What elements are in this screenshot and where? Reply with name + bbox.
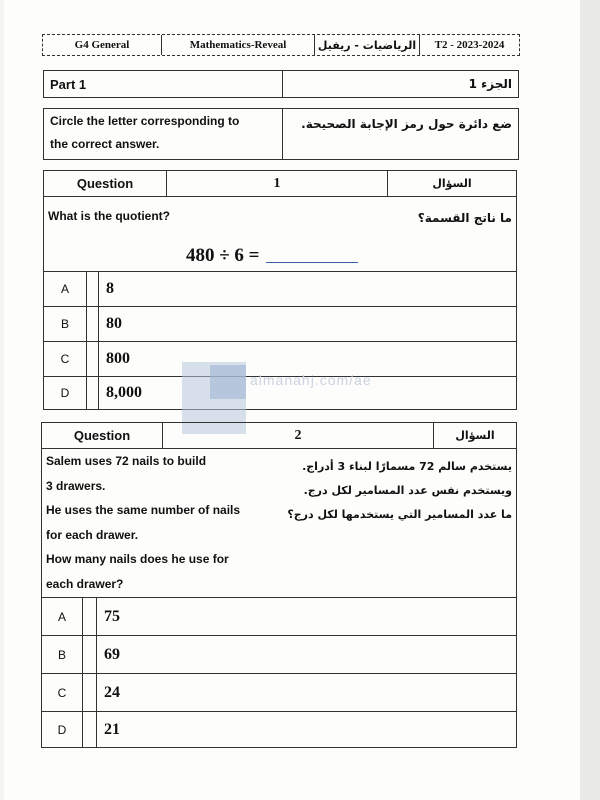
option-letter[interactable]: C [57, 685, 67, 700]
instruction-ar: ضع دائرة حول رمز الإجابة الصحيحة. [301, 117, 512, 131]
instruction-en-line2: the correct answer. [50, 137, 160, 151]
option-row[interactable] [44, 342, 516, 376]
page-edge [580, 0, 600, 800]
watermark-logo-accent [210, 365, 246, 399]
option-value: 21 [104, 720, 120, 738]
watermark-text: almanahj.com/ae [250, 372, 372, 388]
option-row[interactable] [44, 307, 516, 341]
grade-label: G4 General [74, 39, 130, 51]
option-letter[interactable]: B [60, 317, 69, 331]
part-row [43, 70, 519, 98]
question-1-prompt-en: What is the quotient? [48, 209, 170, 223]
question-2-number: 2 [294, 427, 302, 443]
instruction-en-line1: Circle the letter corresponding to [50, 114, 240, 128]
question-2-prompt-ar-line: يستخدم سالم 72 مسمارًا لبناء 3 أدراج. [302, 460, 512, 473]
question-2-prompt-ar-line: ويستخدم نفس عدد المسامير لكل درج. [303, 484, 512, 497]
option-letter[interactable]: A [57, 609, 66, 624]
option-letter[interactable]: C [60, 352, 70, 366]
question-1-prompt-ar: ما ناتج القسمة؟ [417, 211, 512, 225]
question-2-label-ar: السؤال [455, 429, 495, 442]
question-2-prompt-ar-line: ما عدد المسامير التي يستخدمها لكل درج؟ [287, 508, 512, 521]
question-1-label-ar: السؤال [432, 177, 472, 190]
answer-blank-line [266, 262, 358, 263]
question-2-prompt-en-line: Salem uses 72 nails to build [46, 454, 207, 468]
option-value: 75 [104, 607, 120, 625]
question-2-prompt-en-line: He uses the same number of nails [46, 503, 241, 517]
option-row[interactable] [42, 712, 516, 747]
part-label-en: Part 1 [50, 76, 87, 92]
question-1-equation: 480 ÷ 6 = [186, 245, 260, 266]
instruction-row [43, 108, 519, 160]
option-letter[interactable]: D [57, 722, 67, 737]
subject-ar-label: الرياضيات - ريفيل [317, 38, 417, 52]
option-value: 8 [106, 280, 114, 297]
option-value: 8,000 [106, 384, 142, 401]
option-row[interactable] [42, 636, 516, 673]
option-row[interactable] [42, 674, 516, 711]
question-2-prompt-en-line: each drawer? [46, 576, 124, 591]
option-value: 800 [106, 350, 130, 367]
option-letter[interactable]: A [60, 282, 69, 296]
question-2 [41, 422, 517, 748]
option-value: 80 [106, 315, 122, 332]
question-1-number: 1 [273, 175, 281, 191]
option-row[interactable] [44, 272, 516, 306]
option-row[interactable] [42, 598, 516, 635]
term-label: T2 - 2023-2024 [434, 39, 505, 51]
subject-en-label: Mathematics-Reveal [189, 39, 287, 51]
question-2-prompt-en-line: 3 drawers. [46, 478, 106, 493]
option-letter[interactable]: B [57, 647, 66, 662]
exam-header [42, 34, 520, 56]
option-letter[interactable]: D [60, 386, 70, 400]
question-2-prompt-en-line: for each drawer. [46, 527, 139, 542]
question-1-label-en: Question [76, 176, 134, 191]
option-value: 69 [104, 645, 120, 663]
option-value: 24 [104, 683, 120, 701]
part-label-ar: الجزء 1 [468, 77, 512, 91]
question-2-label-en: Question [73, 428, 131, 443]
question-2-prompt-en-line: How many nails does he use for [46, 552, 229, 566]
